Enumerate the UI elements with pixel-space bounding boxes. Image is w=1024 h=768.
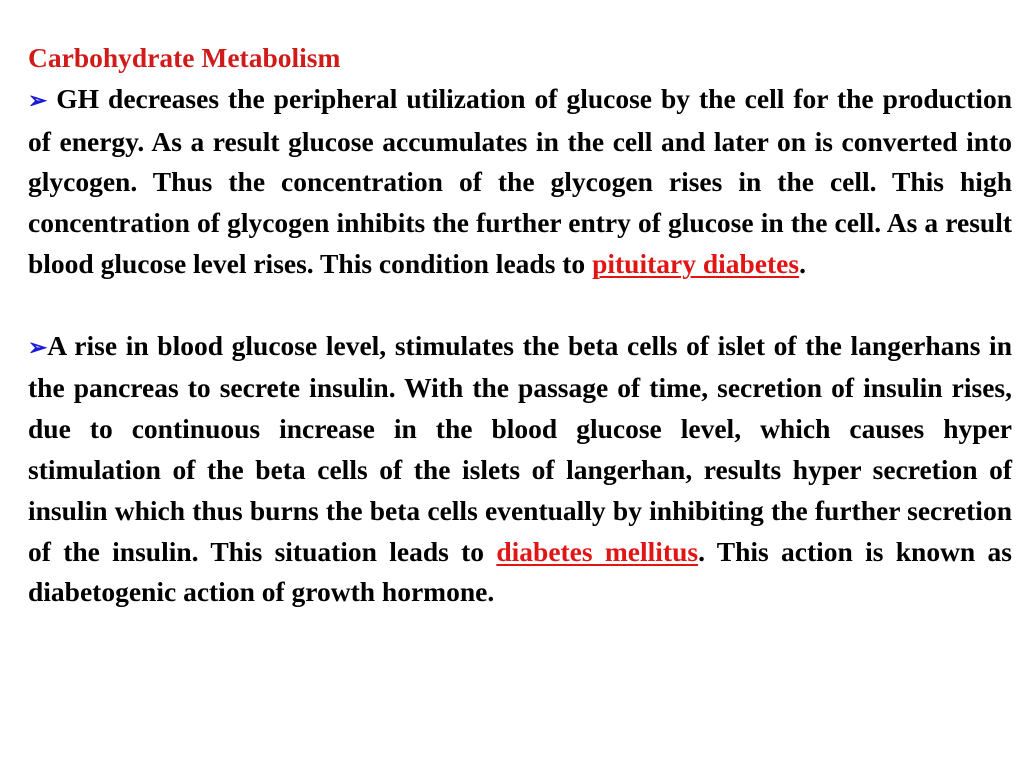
- arrow-bullet-icon: ➢: [28, 87, 48, 113]
- paragraph-insulin: [28, 326, 1012, 614]
- paragraph-gh-glucose: [28, 79, 1012, 285]
- paragraph-text: A rise in blood glucose level, stimulates the beta cells of islet of the langerhans in the pancreas to secrete insulin. With the passage of time, secretion of insulin rises, due to continuous increase in the blood glucose level, which causes hyper stimulation of the beta cells of the islets of langerhan, results hyper secretion of insulin which thus burns the beta cells eventually by inhibiting the further secretion of the insulin. This situation leads to: [28, 329, 1012, 567]
- slide-content: [28, 38, 1012, 613]
- arrow-bullet-icon: ➢: [28, 334, 48, 360]
- pituitary-diabetes-link[interactable]: pituitary diabetes: [592, 247, 800, 279]
- diabetes-mellitus-link[interactable]: diabetes mellitus: [496, 535, 699, 567]
- paragraph-end: . This action is known as diabetogenic action of growth hormone.: [28, 535, 1012, 608]
- paragraph-spacer: [28, 285, 1012, 326]
- paragraph-end: .: [799, 247, 806, 279]
- paragraph-text: GH decreases the peripheral utilization of glucose by the cell for the production of energy. As a result glucose accumulates in the cell and later on is converted into glycogen. Thus the concentration of the glycogen rises in the cell. This high concentration of glycogen inhibits the further entry of glucose in the cell. As a result blood glucose level rises. This condition leads to: [28, 82, 1012, 279]
- slide-title: Carbohydrate Metabolism: [28, 42, 341, 73]
